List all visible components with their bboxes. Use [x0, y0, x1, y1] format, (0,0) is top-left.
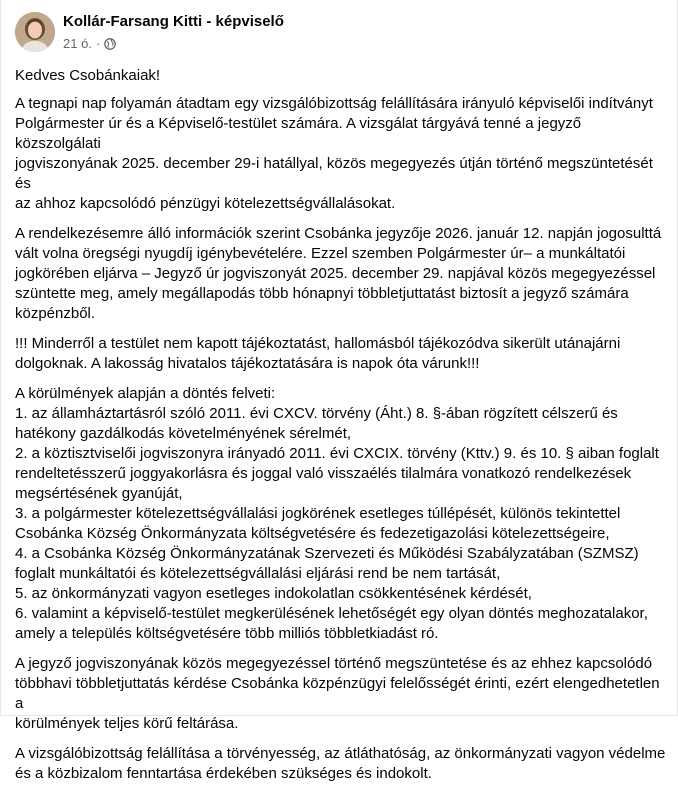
- post-paragraph: A vizsgálóbizottság felállítása a törvényesség, az átláthatóság, az önkormányzati vagyon védelme és a közbizalom fenntartása érdekében szükséges és indokolt.: [15, 745, 666, 782]
- post-paragraph: A rendelkezésemre álló információk szerint Csobánka jegyzője 2026. január 12. napján jogosulttá vált volna öregségi nyugdíj igénybevételére. Ezzel szemben Polgármester úr– a munkáltatói jogkörében eljárva – Jegyző úr jogviszonyát 2025. december 29. napjával közös megegyezéssel szüntette meg, amely megállapodás több hónapnyi többletjuttatást biztosít a jegyző számára közpénzből.: [15, 225, 662, 322]
- post-header: [1, 0, 678, 60]
- post-paragraph: A tegnapi nap folyamán átadtam egy vizsgálóbizottság felállítására irányuló képviselői indítványt Polgármester úr és a Képviselő-testület számára. A vizsgálat tárgyává tenné a jegyző közszolgálati jogviszonyának 2025. december 29-i hatállyal, közös megegyezés útján történő megszüntetését és az ahhoz kapcsolódó pénzügyi kötelezettségvállalásokat.: [15, 95, 653, 212]
- author-avatar[interactable]: [15, 12, 55, 52]
- post-text: [15, 66, 667, 794]
- avatar-photo-icon: [15, 12, 55, 52]
- post-timestamp[interactable]: 21 ó.: [63, 36, 92, 51]
- post-paragraph: !!! Minderről a testület nem kapott tájékoztatást, hallomásból tájékozódva sikerült utánajárni dolgoknak. A lakosság hivatalos tájékoztatására is napok óta várunk!!!: [15, 335, 621, 372]
- post-paragraph-greeting: Kedves Csobánkaiak!: [15, 67, 161, 84]
- post-meta: [63, 36, 116, 51]
- meta-separator: ·: [95, 36, 101, 51]
- post-paragraph-list: A körülmények alapján a döntés felveti: 1. az államháztartásról szóló 2011. évi CXCV. törvény (Áht.) 8. §-ában rögzített célszerű és hatékony gazdálkodás követelményének sérelmét, 2. a köztisztviselői jogviszonyra irányadó 2011. évi CXCIX. törvény (Kttv.) 9. és 10. § aiban foglalt rendeltetésszerű joggyakorlásra és joggal való visszaélés tilalmára vonatkozó rendelkezések megsértésének gyanúját, 3. a polgármester kötelezettségvállalási jogkörének esetleges túllépését, különös tekintettel Csobánka Község Önkormányzata költségvetésére és fedezetigazolási kötelezettségeire, 4. a Csobánka Község Önkormányzatának Szervezeti és Működési Szabályzatában (SZMSZ) foglalt munkáltatói és kötelezettségvállalási eljárási rend be nem tartását, 5. az önkormányzati vagyon esetleges indokolatlan csökkentésének kérdését, 6. valamint a képviselő-testület megkerülésének lehetőségét egy olyan döntés meghozatalakor, amely a település költségvetésére több milliós többletkiadást ró.: [15, 385, 659, 642]
- author-name[interactable]: Kollár-Farsang Kitti - képviselő: [63, 13, 284, 30]
- post-paragraph: A jegyző jogviszonyának közös megegyezéssel történő megszüntetése és az ehhez kapcsolódó többhavi többletjuttatás kérdése Csobánka közpénzügyi felelősségét érinti, ezért elengedhetetlen a körülmények teljes körű feltárása.: [15, 655, 660, 732]
- globe-icon[interactable]: [104, 38, 116, 50]
